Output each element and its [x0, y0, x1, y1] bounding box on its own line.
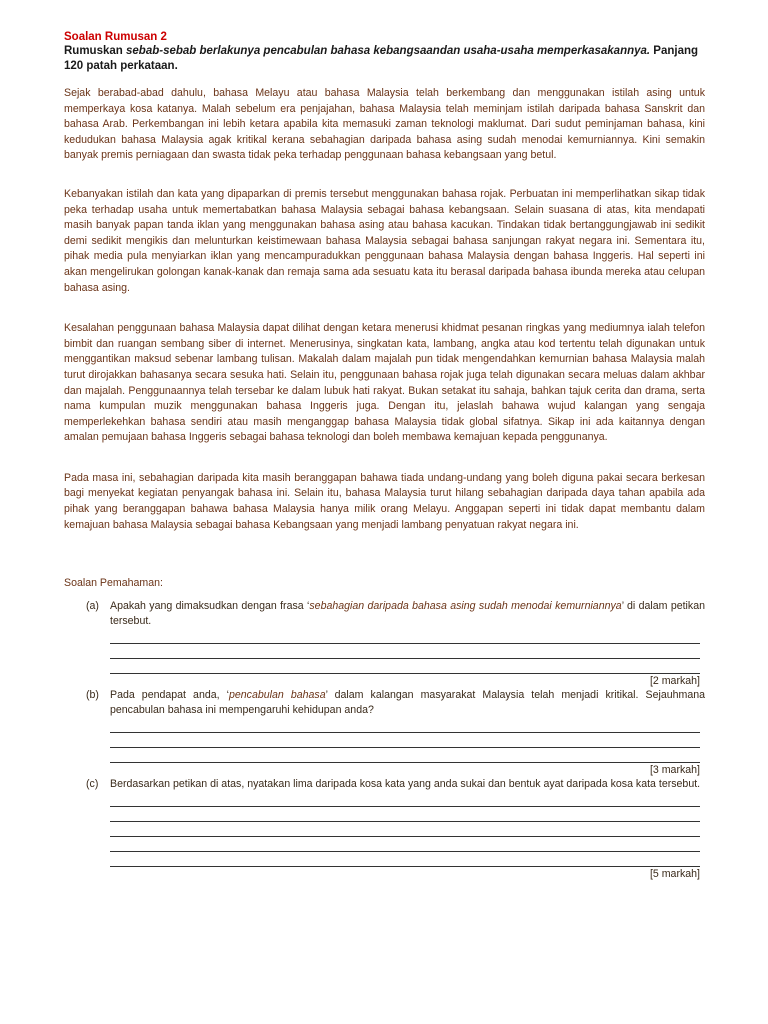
- passage-paragraph-4: Pada masa ini, sebahagian daripada kita masih beranggapan bahawa tiada undang-undang yang boleh diguna pakai secara berkesan bagi menyekat kegiatan penyangak bahasa ini. Selain itu, bahasa Malaysia turut hilang sebahagian daripada daya tahan apabila ada pihak yang beranggapan bahawa bahasa Malaysia hanya milik orang Melayu. Anggapan seperti ini tidak dapat membantu dalam kemajuan bahasa Malaysia sebagai bahasa Kebangsaan yang menjadi lambang penyatuan rakyat negara ini.: [64, 471, 705, 531]
- task-suffix: Panjang 120 patah perkataan.: [64, 45, 699, 72]
- answer-line[interactable]: [110, 852, 700, 867]
- marks-label: [2 markah]: [649, 675, 700, 688]
- question-text-italic: pencabulan bahasa: [228, 689, 326, 702]
- passage-paragraph-2: Kebanyakan istilah dan kata yang dipaparkan di premis tersebut menggunakan bahasa rojak. Perbuatan ini memperlihatkan sikap tidak peka terhadap usaha untuk memertabatkan bahasa Malaysia sebagai bahasa kebangsaan. Selain suasana di atas, kita mendapati masih banyak papan tanda iklan yang menggunakan bahasa asing atau bahasa kacukan. Tindakan tidak bertanggungjawab ini sedikit demi sedikit mengikis dan melunturkan keistimewaan bahasa Malaysia sebagai bahasa sanjungan rakyat negara ini. Sementara itu, pihak media pula menyiarkan iklan yang mencampuradukkan penggunaan bahasa Malaysia dengan bahasa Inggeris. Hal seperti ini akan mengelirukan golongan kanak-kanak dan remaja sama ada sesuatu kata itu berasal daripada bahasa ibunda mereka atau celupan bahasa asing.: [64, 187, 705, 294]
- answer-line[interactable]: [110, 629, 700, 644]
- question-text: [110, 688, 705, 718]
- passage-paragraph-1: Sejak berabad-abad dahulu, bahasa Melayu atau bahasa Malaysia telah berkembang dan menggunakan istilah asing untuk memperkaya kosa katanya. Malah sebelum era penjajahan, bahasa Malaysia telah meminjam istilah daripada bahasa Sanskrit dan bahasa Arab. Perkembangan ini lebih ketara apabila kita memasuki zaman teknologi maklumat. Dari sudut peminjaman bahasa, kini kedudukan bahasa Malaysia agak kritikal kerana sebahagian daripada bahasa asing sudah menodai kemurniannya. Kini semakin banyak premis perniagaan dan swasta tidak peka terhadap penggunaan bahasa kebangsaan yang betul.: [64, 87, 705, 162]
- question-text-prefix: Pada pendapat anda, ‘: [110, 689, 229, 702]
- question-c: [86, 777, 705, 881]
- answer-line[interactable]: [110, 807, 700, 822]
- comprehension-title: Soalan Pemahaman:: [64, 577, 163, 590]
- question-text-prefix: Apakah yang dimaksudkan dengan frasa ‘: [110, 600, 310, 613]
- question-text-suffix: ’ dalam kalangan masyarakat Malaysia telah menjadi kritikal. Sejauhmana pencabulan bahasa ini mempengaruhi kehidupan anda?: [110, 689, 705, 717]
- answer-line[interactable]: [110, 792, 700, 807]
- marks-label: [3 markah]: [649, 764, 700, 777]
- question-text-suffix: ’ di dalam petikan tersebut.: [110, 600, 705, 628]
- question-text-italic: sebahagian daripada bahasa asing sudah menodai kemurniannya: [309, 600, 622, 613]
- answer-line[interactable]: [110, 659, 700, 674]
- passage-paragraph-3: Kesalahan penggunaan bahasa Malaysia dapat dilihat dengan ketara menerusi khidmat pesanan ringkas yang mediumnya ialah telefon bimbit dan ruangan sembang siber di internet. Menerusinya, singkatan kata, lambang, angka atau kod tertentu telah digunakan untuk menggantikan maksud sebenar lambang tulisan. Makalah dalam majalah pun tidak mengendahkan kemurnian bahasa Malaysia malah turut dirojakkan bahasanya secara sesuka hati. Selain itu, penggunaan bahasa rojak juga telah digunakan secara meluas dalam akhbar dan majalah. Penggunaannya telah tersebar ke dalam lubuk hati rakyat. Bukan setakat itu sahaja, bahkan tajuk cerita dan drama, serta nama kumpulan muzik menggunakan bahasa Inggeris juga. Dengan itu, jelaslah bahawa wujud kalangan yang sengaja memperlekehkan bahasa sendiri atau masih menganggap bahasa Malaysia tidak global sifatnya. Sikap ini ada kaitannya dengan amalan pemujaan bahasa Inggeris sebagai bahasa teknologi dan boleh membawa kemajuan kepada penggunanya.: [64, 322, 705, 444]
- worksheet-page: [64, 30, 705, 881]
- question-text: [110, 777, 705, 792]
- answer-line[interactable]: [110, 644, 700, 659]
- answer-line[interactable]: [110, 733, 700, 748]
- question-text: [110, 599, 705, 629]
- question-letter: (a): [86, 600, 99, 613]
- task-prefix: Rumuskan: [64, 45, 126, 57]
- marks-label: [5 markah]: [649, 868, 700, 881]
- answer-line[interactable]: [110, 837, 700, 852]
- question-b: [86, 688, 705, 777]
- question-text-prefix: Berdasarkan petikan di atas, nyatakan lima daripada kosa kata yang anda sukai dan bentuk ayat daripada kosa kata tersebut.: [110, 778, 701, 791]
- answer-line[interactable]: [110, 748, 700, 763]
- answer-line[interactable]: [110, 822, 700, 837]
- answer-line[interactable]: [110, 718, 700, 733]
- task-italic: sebab-sebab berlakunya pencabulan bahasa kebangsaandan usaha-usaha memperkasakannya.: [126, 45, 651, 57]
- task-instruction: [64, 44, 705, 74]
- worksheet-title: Soalan Rumusan 2: [64, 31, 167, 43]
- question-letter: (c): [86, 778, 99, 791]
- question-letter: (b): [86, 689, 99, 702]
- question-a: [86, 599, 705, 688]
